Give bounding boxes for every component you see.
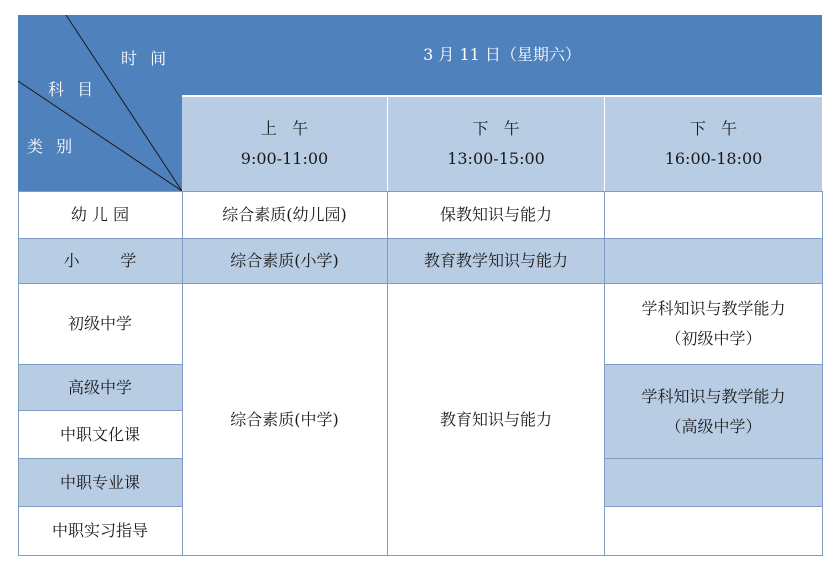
kindergarten-afternoon-1: 保教知识与能力 — [388, 192, 604, 238]
corner-subject-label: 科 目 — [48, 80, 95, 99]
grid-line — [604, 191, 605, 556]
subject-level: （高级中学） — [665, 416, 762, 436]
corner-diagonal-lines — [18, 15, 182, 191]
grid-line — [18, 191, 19, 556]
primary-morning: 综合素质(小学) — [182, 239, 387, 283]
senior-afternoon-2 — [605, 365, 822, 458]
session-period: 下 午 — [472, 119, 520, 138]
grid-line — [18, 238, 822, 239]
primary-afternoon-1: 教育教学知识与能力 — [388, 239, 604, 283]
category-kindergarten: 幼 儿 园 — [18, 192, 182, 238]
session-header-morning — [182, 97, 387, 191]
subject-name: 学科知识与教学能力 — [641, 386, 786, 406]
category-vocational-practice: 中职实习指导 — [18, 507, 182, 555]
grid-line — [18, 191, 822, 192]
session-time: 16:00-18:00 — [664, 149, 763, 168]
subject-level: （初级中学） — [665, 329, 762, 348]
corner-category-label: 类 别 — [27, 137, 74, 156]
category-junior: 初级中学 — [18, 284, 182, 364]
kindergarten-morning: 综合素质(幼儿园) — [182, 192, 387, 238]
grid-line — [182, 191, 183, 556]
grid-line — [387, 191, 388, 556]
vocational-practice-afternoon-2 — [605, 507, 822, 555]
corner-time-label: 时 间 — [121, 49, 168, 68]
grid-line — [604, 458, 822, 459]
vocational-major-afternoon-2 — [605, 459, 822, 506]
grid-line — [18, 458, 182, 459]
grid-line — [18, 506, 182, 507]
grid-line — [604, 506, 822, 507]
session-period: 上 午 — [260, 119, 309, 138]
grid-line — [18, 410, 182, 411]
session-time: 9:00-11:00 — [240, 149, 329, 168]
session-period: 下 午 — [689, 119, 738, 138]
middle-school-afternoon-1: 教育知识与能力 — [388, 284, 604, 555]
grid-line — [822, 191, 823, 556]
subject-name: 学科知识与教学能力 — [641, 299, 786, 318]
junior-afternoon-2 — [605, 284, 822, 364]
kindergarten-afternoon-2 — [605, 192, 822, 238]
date-header: 3 月 11 日（星期六） — [182, 15, 822, 95]
primary-afternoon-2 — [605, 239, 822, 283]
category-primary: 小 学 — [18, 239, 182, 283]
grid-line — [18, 283, 822, 284]
category-senior: 高级中学 — [18, 365, 182, 410]
grid-line — [18, 555, 823, 556]
session-time: 13:00-15:00 — [447, 149, 545, 168]
grid-line — [18, 364, 182, 365]
category-vocational-culture: 中职文化课 — [18, 411, 182, 458]
session-header-afternoon-2 — [605, 97, 822, 191]
middle-school-morning: 综合素质(中学) — [182, 284, 387, 555]
session-header-afternoon-1 — [388, 97, 604, 191]
grid-line — [604, 364, 822, 365]
category-vocational-major: 中职专业课 — [18, 459, 182, 506]
